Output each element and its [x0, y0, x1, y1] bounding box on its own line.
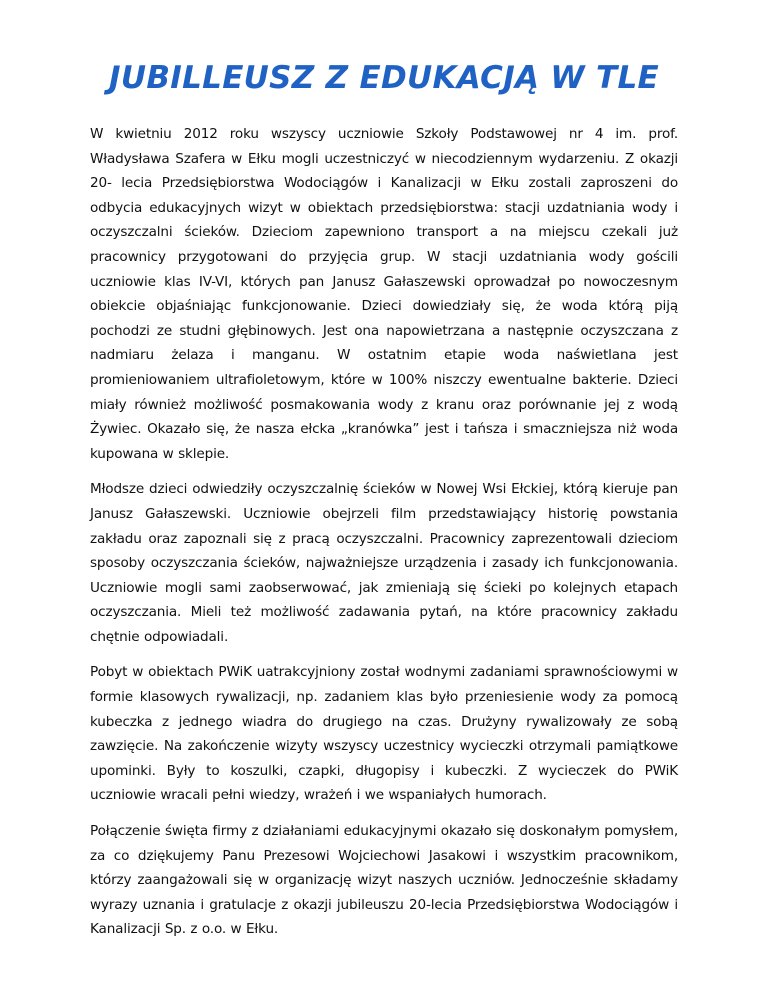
paragraph-intro: W kwietniu 2012 roku wszyscy uczniowie Szkoły Podstawowej nr 4 im. prof. Władysława Szafera w Ełku mogli uczestniczyć w niecodziennym wydarzeniu. Z okazji 20- lecia Przedsiębiorstwa Wodociągów i Kanalizacji w Ełku zostali zaproszeni do odbycia edukacyjnych wizyt w obiektach przedsiębiorstwa: stacji uzdatniania wody i oczyszczalni ścieków. Dzieciom zapewniono transport a na miejscu czekali już pracownicy przygotowani do przyjęcia grup. W stacji uzdatniania wody gościli uczniowie klas IV-VI, których pan Janusz Gałaszewski oprowadzał po nowoczesnym obiekcie objaśniając funkcjonowanie. Dzieci dowiedziały się, że woda którą piją pochodzi ze studni głębinowych. Jest ona napowietrzana a następnie oczyszczana z nadmiaru żelaza i manganu. W ostatnim etapie woda naświetlana jest promieniowaniem ultrafioletowym, które w 100% niszczy ewentualne bakterie. Dzieci miały również możliwość posmakowania wody z kranu oraz porównanie jej z wodą Żywiec. Okazało się, że nasza ełcka „kranówka” jest i tańsza i smaczniejsza niż woda kupowana w sklepie. [90, 126, 678, 462]
paragraph-thanks: Połączenie święta firmy z działaniami edukacyjnymi okazało się doskonałym pomysłem, za co dziękujemy Panu Prezesowi Wojciechowi Jasakowi i wszystkim pracownikom, którzy zaangażowali się w organizację wizyt naszych uczniów. Jednocześnie składamy wyrazy uznania i gratulacje z okazji jubileuszu 20-lecia Przedsiębiorstwa Wodociągów i Kanalizacji Sp. z o.o. w Ełku. [90, 823, 678, 938]
document-title: JUBILLEUSZ Z EDUKACJĄ W TLE [109, 60, 659, 96]
paragraph-competition: Pobyt w obiektach PWiK uatrakcyjniony został wodnymi zadaniami sprawnościowymi w formie klasowych rywalizacji, np. zadaniem klas było przeniesienie wody za pomocą kubeczka z jednego wiadra do drugiego na czas. Drużyny rywalizowały ze sobą zawzięcie. Na zakończenie wizyty wszyscy uczestnicy wycieczki otrzymali pamiątkowe upominki. Były to koszulki, czapki, długopisy i kubeczki. Z wycieczek do PWiK uczniowie wracali pełni wiedzy, wrażeń i we wspaniałych humorach. [90, 664, 678, 804]
paragraph-wastewater-plant: Młodsze dzieci odwiedziły oczyszczalnię ścieków w Nowej Wsi Ełckiej, którą kieruje pan Janusz Gałaszewski. Uczniowie obejrzeli film przedstawiający historię powstania zakładu oraz zapoznali się z pracą oczyszczalni. Pracownicy zaprezentowali dzieciom sposoby oczyszczania ścieków, najważniejsze urządzenia i zasady ich funkcjonowania. Uczniowie mogli sami zaobserwować, jak zmieniają się ścieki po kolejnych etapach oczyszczania. Mieli też możliwość zadawania pytań, na które pracownicy zakładu chętnie odpowiadali. [90, 481, 678, 645]
